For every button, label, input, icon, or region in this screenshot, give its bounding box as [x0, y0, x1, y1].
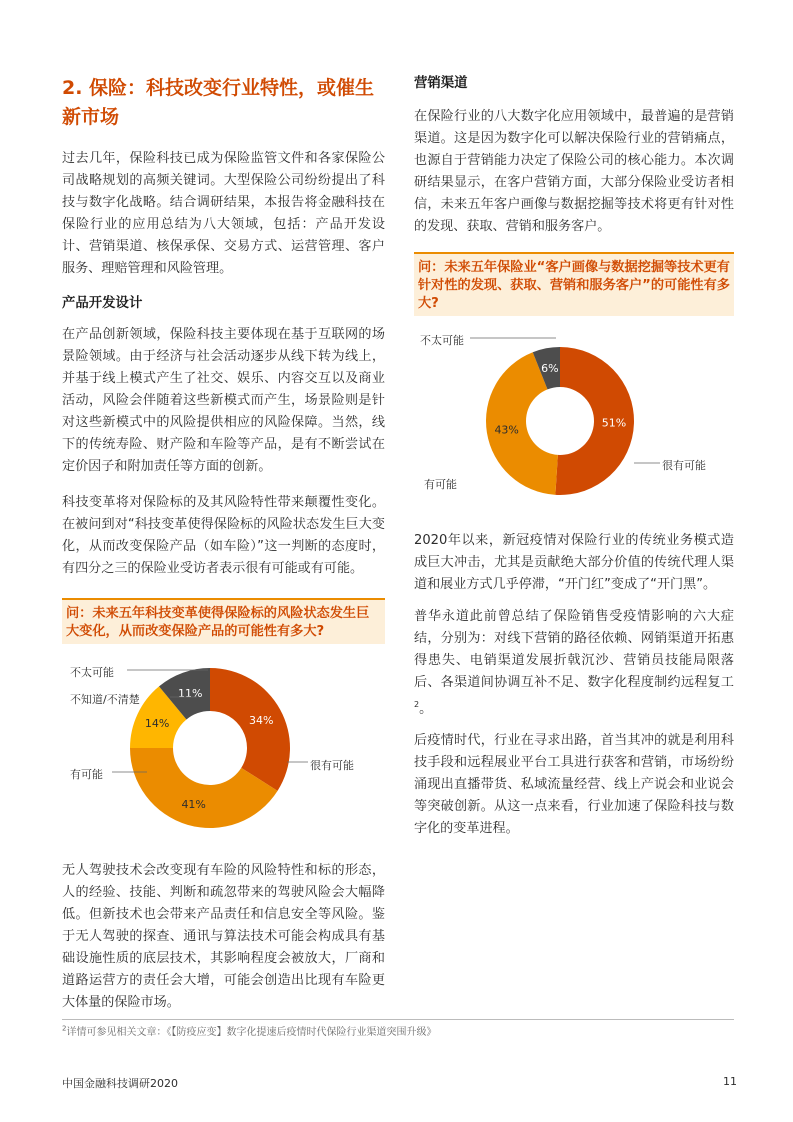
chart1-value-label-1: 41%	[181, 798, 206, 812]
intro-paragraph: 过去几年，保险科技已成为保险监管文件和各家保险公司战略规划的高频关键词。大型保险公司纷纷提出了科技与数字化战略。结合调研结果，本报告将金融科技在保险行业的应用总结为八大领域，包括：产品开发设计、营销渠道、核保承保、交易方式、运营管理、客户服务、理赔管理和风险管理。	[62, 151, 385, 276]
post-covid-paragraph: 后疫情时代，行业在寻求出路，首当其冲的就是利用科技手段和远程展业平台工具进行获客和营销，市场纷纷涌现出直播带货、私域流量经营、线上产说会和业说会等突破创新。从这一点来看，行业加速了保险科技与数字化的变革进程。	[414, 733, 734, 837]
donut-chart-2	[414, 324, 734, 514]
question-text-2: 问：未来五年保险业“客户画像与数据挖掘等技术更有针对性的发现、获取、营销和服务客户”的可能性有多大?	[418, 260, 730, 311]
footnote-text: 详情可参见相关文章：《【防疫应变】数字化提速后疫情时代保险行业渠道突围升级》	[66, 1027, 437, 1038]
marketing-paragraph: 在保险行业的八大数字化应用领域中，最普遍的是营销渠道。这是因为数字化可以解决保险行业的营销痛点，也源自于营销能力决定了保险公司的核心能力。本次调研结果显示，在客户营销方面，大部分保险业受访者相信，未来五年客户画像与数据挖掘等技术将更有针对性的发现、获取、营销和服务客户。	[414, 109, 734, 234]
footnote-ref: 2	[414, 700, 420, 709]
chart1-value-label-0: 34%	[249, 713, 274, 727]
footnote-number: 2	[62, 1024, 67, 1033]
question-text-1: 问：未来五年科技变革使得保险标的风险状态发生巨大变化，从而改变保险产品的可能性有多大?	[66, 606, 370, 639]
legend-label-unlikely: 不太可能	[70, 666, 114, 679]
question-box-1	[62, 598, 385, 644]
donut-chart-1	[62, 652, 385, 852]
marketing-channel-heading: 营销渠道	[414, 76, 468, 91]
legend-label-unlikely-2: 不太可能	[420, 334, 464, 347]
donut-chart-1-svg	[62, 652, 385, 852]
chart2-value-label-0: 51%	[601, 416, 627, 430]
right-column	[414, 74, 734, 850]
six-issues-end: 。	[419, 701, 433, 717]
product-design-paragraph: 在产品创新领域，保险科技主要体现在基于互联网的场景险领域。由于经济与社会活动逐步从线下转为线上，并基于线上模式产生了社交、娱乐、内容交互以及商业活动，风险会伴随着这些新模式而产生，场景险则是针对这些新模式中的风险提供相应的风险保障。当然，线下的传统寿险、财产险和车险等产品，是有不断尝试在定价因子和附加责任等方面的创新。	[62, 327, 385, 474]
question-box-2	[414, 252, 734, 316]
covid-impact-paragraph: 2020年以来，新冠疫情对保险行业的传统业务模式造成巨大冲击，尤其是贡献绝大部分价值的传统代理人渠道和展业方式几乎停滞，“开门红”变成了“开门黑”。	[414, 533, 734, 592]
tech-change-paragraph: 科技变革将对保险标的及其风险特性带来颠覆性变化。在被问到对“科技变革使得保险标的风险状态发生巨大变化，从而改变保险产品（如车险）”这一判断的态度时，有四分之三的保险业受访者表示很有可能或有可能。	[62, 495, 385, 576]
chart1-slice-0	[210, 668, 290, 791]
six-issues-text: 普华永道此前曾总结了保险销售受疫情影响的六大症结，分别为：对线下营销的路径依赖、网销渠道开拓惠得患失、电销渠道发展折戟沉沙、营销员技能局限落后、各渠道间协调互补不足、数字化程度制约远程复工	[414, 609, 734, 690]
donut-chart-2-svg	[414, 324, 734, 514]
page-number: 11	[723, 1075, 737, 1088]
legend-label-likely: 有可能	[70, 768, 103, 781]
legend-label-unknown: 不知道/不清楚	[70, 693, 140, 706]
legend-label-very-likely: 很有可能	[310, 759, 354, 772]
left-column	[62, 74, 385, 1024]
footer-report-title: 中国金融科技调研2020	[62, 1077, 178, 1090]
section-heading: 2. 保险：科技改变行业特性，或催生新市场	[62, 77, 375, 128]
footnote-divider	[62, 1019, 734, 1020]
footnote	[62, 1023, 436, 1038]
chart1-value-label-3: 11%	[177, 686, 203, 700]
legend-label-likely-2: 有可能	[424, 478, 457, 491]
chart2-value-label-1: 43%	[494, 423, 519, 437]
autonomous-driving-paragraph: 无人驾驶技术会改变现有车险的风险特性和标的形态，人的经验、技能、判断和疏忽带来的驾驶风险会大幅降低。但新技术也会带来产品责任和信息安全等风险。鉴于无人驾驶的探查、通讯与算法技术可能会构成具有基础设施性质的底层技术，其影响程度会被放大，厂商和道路运营方的责任会大增，可能会创造出比现有车险更大体量的保险市场。	[62, 863, 385, 1010]
six-issues-paragraph	[414, 606, 734, 720]
chart1-value-label-2: 14%	[144, 717, 170, 731]
chart2-value-label-2: 6%	[541, 361, 559, 375]
legend-label-very-likely-2: 很有可能	[662, 459, 706, 472]
product-design-heading: 产品开发设计	[62, 296, 143, 311]
